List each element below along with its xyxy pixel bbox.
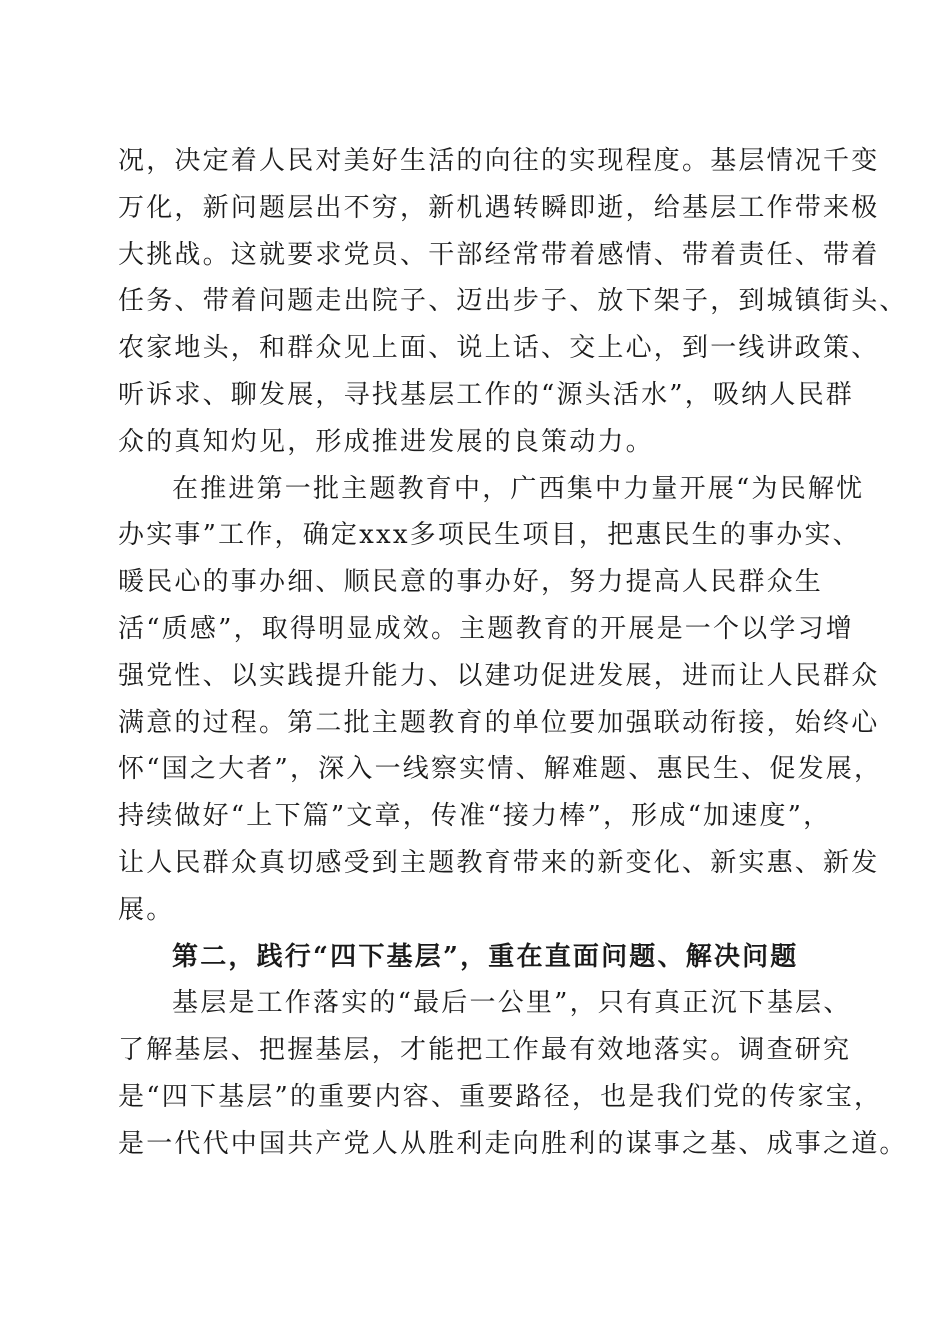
document-body bbox=[118, 138, 908, 1168]
paragraph-1 bbox=[118, 138, 908, 466]
text-line: 听诉求、聊发展，寻找基层工作的“源头活水”，吸纳人民群 bbox=[118, 379, 854, 410]
text-line: 基层是工作落实的“最后一公里”，只有真正沉下基层、 bbox=[172, 988, 852, 1019]
text-line: 怀“国之大者”，深入一线察实情、解难题、惠民生、促发展， bbox=[118, 754, 883, 785]
text-line: 展。 bbox=[118, 894, 175, 925]
text-line: 持续做好“上下篇”文章，传准“接力棒”，形成“加速度”， bbox=[118, 801, 832, 832]
text-line: 是“四下基层”的重要内容、重要路径，也是我们党的传家宝， bbox=[118, 1081, 883, 1112]
paragraph-2 bbox=[118, 466, 883, 934]
text-line: 强党性、以实践提升能力、以建功促进发展，进而让人民群众 bbox=[118, 660, 880, 691]
heading-text: 第二，践行“四下基层”，重在直面问题、解决问题 bbox=[172, 941, 799, 972]
text-line: 况，决定着人民对美好生活的向往的实现程度。基层情况千变 bbox=[118, 146, 880, 176]
text-line: 农家地头，和群众见上面、说上话、交上心，到一线讲政策、 bbox=[118, 333, 880, 364]
text-line: 万化，新问题层出不穷，新机遇转瞬即逝，给基层工作带来极 bbox=[118, 192, 880, 223]
text-line: 众的真知灼见，形成推进发展的良策动力。 bbox=[118, 426, 654, 457]
text-line: 任务、带着问题走出院子、迈出步子、放下架子，到城镇街头、 bbox=[118, 286, 908, 317]
text-line: 活“质感”，取得明显成效。主题教育的开展是一个以学习增 bbox=[118, 613, 854, 644]
text-line: 了解基层、把握基层，才能把工作最有效地落实。调查研究 bbox=[118, 1035, 852, 1066]
text-line: 暖民心的事办细、顺民意的事办好，努力提高人民群众生 bbox=[118, 567, 824, 598]
text-line: 办实事”工作，确定xxx多项民生项目，把惠民生的事办实、 bbox=[118, 520, 861, 551]
text-line: 在推进第一批主题教育中，广西集中力量开展“为民解忧 bbox=[172, 473, 865, 504]
text-line: 满意的过程。第二批主题教育的单位要加强联动衔接，始终心 bbox=[118, 707, 880, 738]
text-line: 是一代代中国共产党人从胜利走向胜利的谋事之基、成事之道。 bbox=[118, 1128, 908, 1159]
section-heading bbox=[118, 934, 838, 981]
paragraph-3 bbox=[118, 980, 908, 1167]
text-line: 让人民群众真切感受到主题教育带来的新变化、新实惠、新发 bbox=[118, 847, 880, 878]
text-line: 大挑战。这就要求党员、干部经常带着感情、带着责任、带着 bbox=[118, 239, 880, 270]
